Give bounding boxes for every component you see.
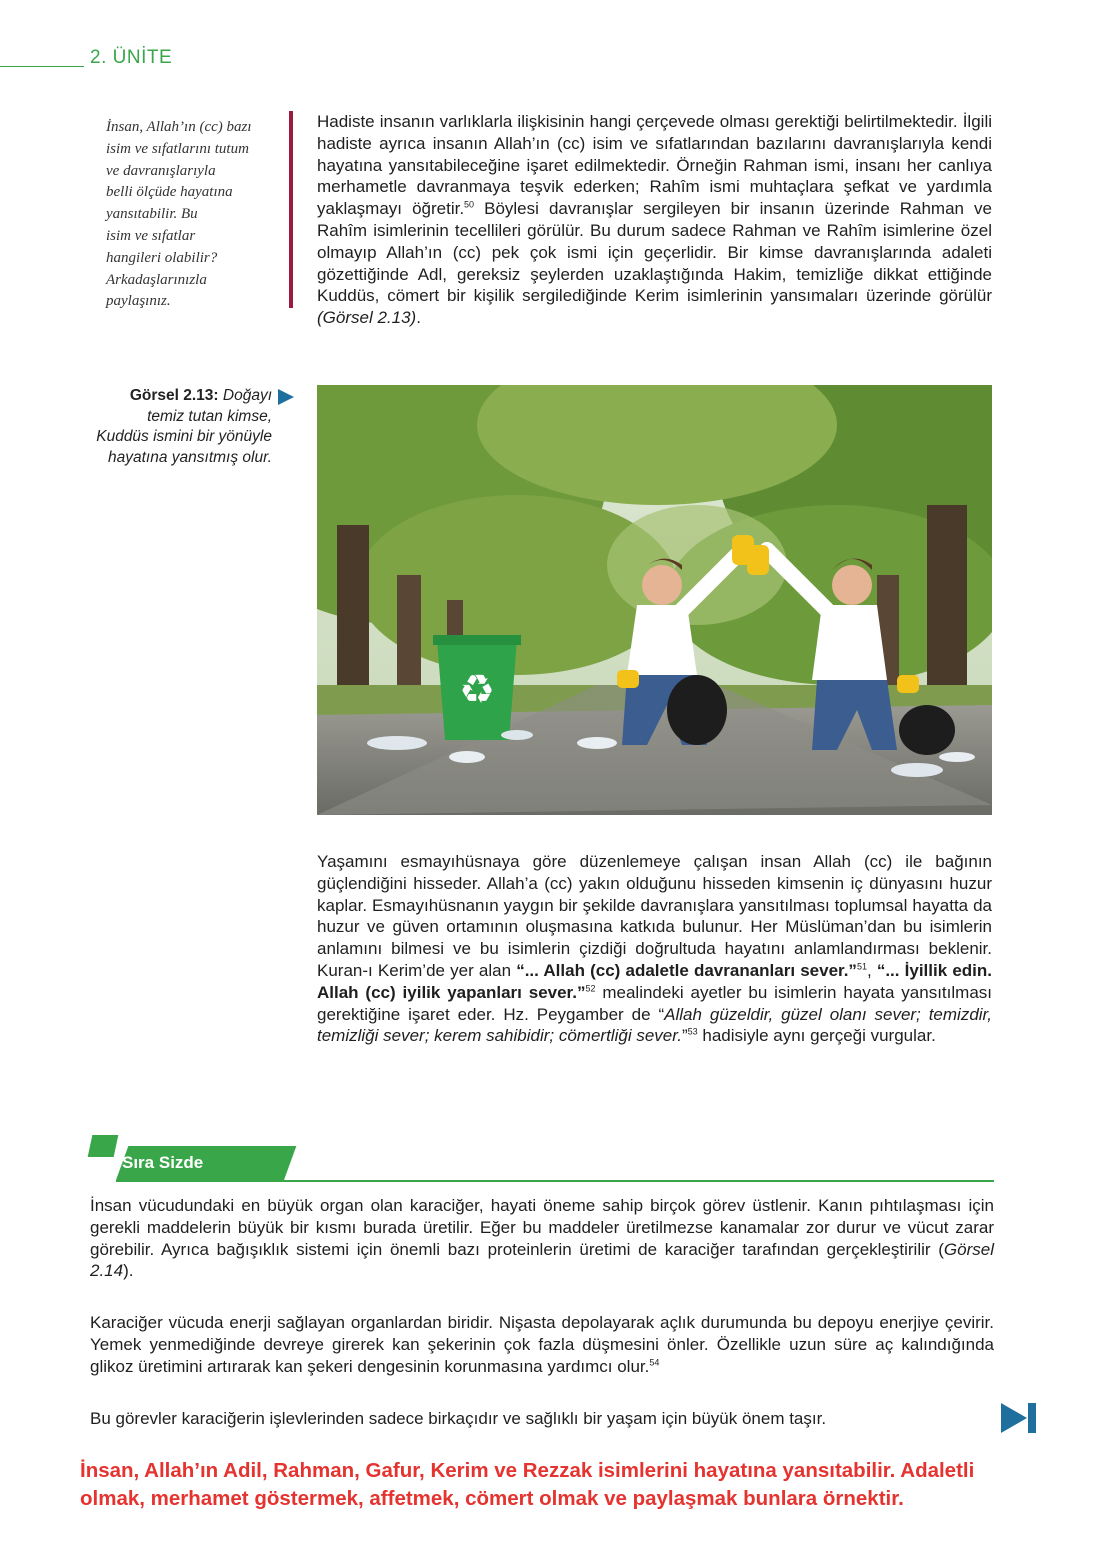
side-note-line: paylaşınız. <box>106 293 171 310</box>
paragraph-liver-3: Bu görevler karaciğerin işlevlerinden sadece birkaçıdır ve sağlıklı bir yaşam için büyük önem taşır. <box>90 1409 827 1428</box>
skip-forward-icon <box>1001 1403 1037 1433</box>
paragraph-text: ” <box>681 1026 688 1046</box>
paragraph-text: Hadiste insanın varlıklarla ilişkisinin hangi çerçevede olması gerektiği belirtilmektedir. İlgili hadiste ayrıca insanın Allah’ın (cc) isim ve sıfatlarından bazılarını davranışlarıyla kendi hayatına yansıtabileceğine işaret edilmektedir. Örneğin Rahman ismi, insanı her canlıya merhametle davranmaya teşvik ederken; Rahîm ismi muhtaçlara şefkat ve yardımla yaklaşmayı öğretir. <box>317 112 992 219</box>
photo-illustration <box>317 385 992 815</box>
side-note-line: yansıtabilir. Bu <box>106 206 198 223</box>
caption-text: Doğayı temiz tutan kimse, Kuddüs ismini bir yönüyle hayatına yansıtmış olur. <box>96 387 272 466</box>
figure-ref: Görsel 2.14 <box>90 1239 994 1281</box>
caption-label: Görsel 2.13: <box>129 387 219 404</box>
caption-arrow-icon <box>278 389 294 405</box>
figure-ref: (Görsel 2.13) <box>317 308 417 328</box>
footnote-ref: 52 <box>585 983 596 994</box>
verse-quote: “... İyillik edin. Allah (cc) iyilik yapanları sever.” <box>317 960 992 1002</box>
paragraph-text: hadisiyle aynı gerçeği vurgular. <box>697 1026 936 1046</box>
paragraph-esma <box>317 851 992 1047</box>
footnote-ref: 51 <box>856 961 867 972</box>
paragraph-text: mealindeki ayetler bu isimlerin hayata yansıtılması gerektiğine işaret eder. Hz. Peygamber de “ <box>317 982 992 1024</box>
paragraph-liver-1 <box>90 1195 994 1282</box>
section-marker <box>88 1135 119 1157</box>
side-note-line: belli ölçüde hayatına <box>106 184 233 201</box>
photo-kids-cleaning-park <box>317 385 992 815</box>
side-note-line: isim ve sıfatlarını tutum <box>106 140 249 157</box>
answer-line: olmak, merhamet göstermek, affetmek, cömert olmak ve paylaşmak bunlara örnektir. <box>80 1487 904 1510</box>
paragraph-intro <box>317 111 992 329</box>
header-rule <box>0 66 84 67</box>
next-page-button[interactable] <box>1001 1403 1037 1433</box>
side-note <box>106 117 286 313</box>
unit-title: 2. ÜNİTE <box>90 47 173 68</box>
answer-line: İnsan, Allah’ın Adil, Rahman, Gafur, Kerim ve Rezzak isimlerini hayatına yansıtabilir. Adaletli <box>80 1459 975 1482</box>
footnote-ref: 50 <box>464 199 475 210</box>
side-note-line: isim ve sıfatlar <box>106 227 196 244</box>
side-note-line: Arkadaşlarınızla <box>106 271 207 288</box>
side-note-bar <box>289 111 293 308</box>
paragraph-text: ). <box>123 1261 134 1281</box>
hadith-quote: Allah güzeldir, güzel olanı sever; temizdir, temizliği sever; kerem sahibidir; cömertliği sever. <box>317 1004 993 1046</box>
side-note-line: hangileri olabilir? <box>106 249 218 266</box>
answer-text <box>80 1457 1080 1513</box>
paragraph-liver-2 <box>90 1312 994 1377</box>
paragraph-text: . <box>416 308 421 328</box>
paragraph-text: İnsan vücudundaki en büyük organ olan karaciğer, hayati öneme sahip birçok görev üstlenir. Kanın pıhtılaşması için gerekli maddelerin büyük bir kısmı burada üretilir. Eğer bu maddeler üretilmezse kanamalar zor durur ve vücut zarar görebilir. Ayrıca bağışıklık sistemi için önemli bazı proteinlerin üretimi de karaciğer tarafından gerçekleştirilir ( <box>90 1196 994 1259</box>
paragraph-text: Böylesi davranışlar sergileyen bir insanın üzerinde Rahman ve Rahîm isimlerinin tecellileri görülür. Bu durum sadece Rahman ve Rahîm isimlerine özel olmayıp Allah’ın (cc) pek çok ismi için geçerlidir. Bir kimse davranışlarında adaleti gözettiğinde Adl, gereksiz şeylerden uzaklaştığında Hakim, temizliğe dikkat ettiğinde Kuddüs, cömert bir kişilik sergilediğinde Kerim isimlerinin yansımaları üzerinde görülür <box>317 199 992 306</box>
svg-text:♻: ♻ <box>459 667 495 713</box>
side-note-line: İnsan, Allah’ın (cc) bazı <box>106 119 252 135</box>
figure-caption <box>96 386 272 468</box>
paragraph-text: , <box>866 960 877 980</box>
paragraph-text: Karaciğer vücuda enerji sağlayan organlardan biridir. Nişasta depolayarak açlık durumunda bu depoyu enerjiye çevirir. Yemek yenmediğinde devreye girerek kan şekerinin çok fazla düşmesini önler. Özellikle uzun süre aç kalındığında glikoz üretimini artırarak kan şekeri dengesinin korunmasına yardımcı olur. <box>90 1313 994 1376</box>
paragraph-text: Yaşamını esmayıhüsnaya göre düzenlemeye çalışan insan Allah (cc) ile bağının güçlendiğini hisseder. Allah’a (cc) yakın olduğunu hisseden kimsenin iç dünyasını huzur kaplar. Esmayıhüsnanın yaygın bir şekilde davranışlara yansıtılması toplumsal hayatta da huzur ve güven ortamının oluşmasına katkıda bulunur. Her Müslüman’dan bu isimlerin anlamını bilmesi ve bu isimlerin çizdiği doğrultuda hayatını anlamlandırması beklenir. Kuran-ı Kerim’de yer alan <box>317 852 992 980</box>
side-note-line: ve davranışlarıyla <box>106 162 216 179</box>
section-title: Sıra Sizde <box>122 1153 204 1172</box>
footnote-ref: 54 <box>649 1356 660 1367</box>
section-rule <box>116 1180 994 1182</box>
footnote-ref: 53 <box>687 1026 698 1037</box>
verse-quote: “... Allah (cc) adaletle davrananları sever.” <box>516 960 857 980</box>
